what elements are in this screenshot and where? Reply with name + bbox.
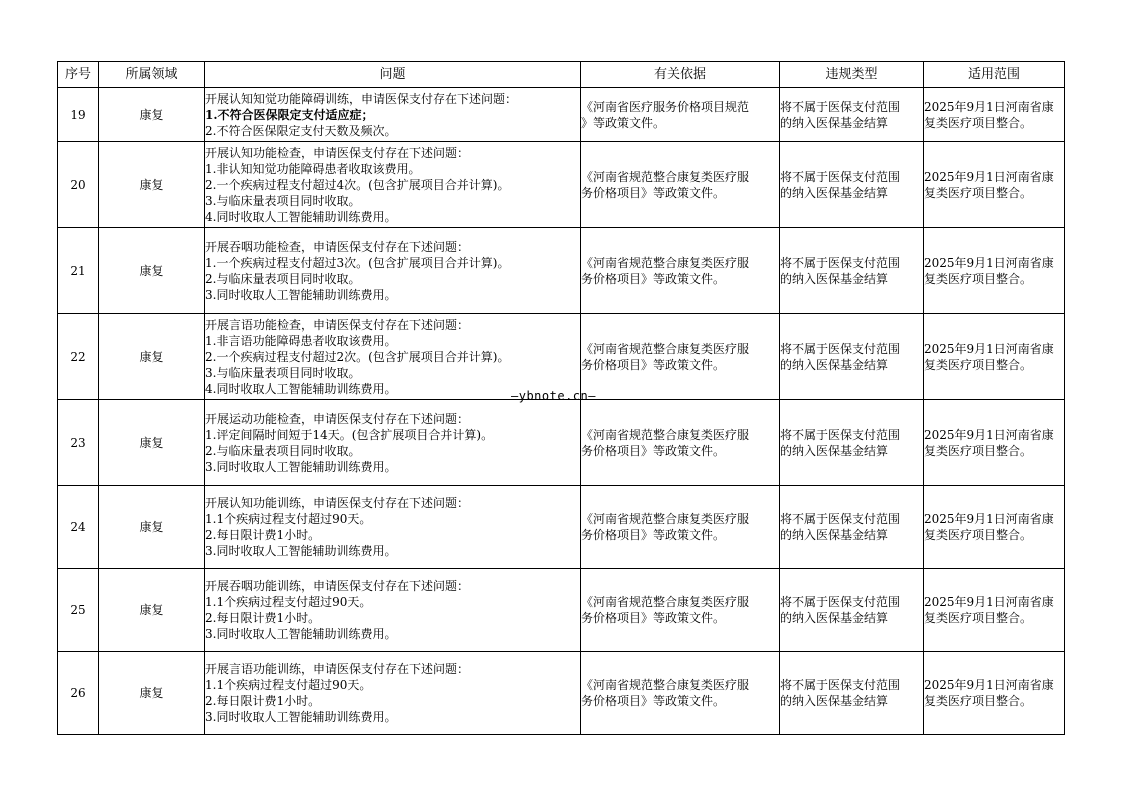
row-basis (581, 228, 780, 314)
basis-line: 《河南省规范整合康复类医疗服 (581, 341, 750, 356)
watermark-text: —ybnote.cn— (511, 389, 596, 403)
basis-line: 》等政策文件。 (581, 115, 666, 130)
row-scope (924, 228, 1065, 314)
issue-line: 1.评定间隔时间短于14天。(包含扩展项目合并计算)。 (205, 427, 494, 442)
row-scope (924, 652, 1065, 735)
row-issue (205, 652, 581, 735)
scope-line: 2025年9月1日河南省康 (924, 169, 1054, 184)
scope-line: 2025年9月1日河南省康 (924, 341, 1054, 356)
row-violation-type (780, 400, 924, 486)
row-violation-type (780, 142, 924, 228)
row-basis (581, 569, 780, 652)
row-domain: 康复 (99, 142, 205, 228)
header-scope: 适用范围 (924, 62, 1065, 88)
violation-type-line: 的纳入医保基金结算 (780, 115, 889, 130)
row-violation-type (780, 88, 924, 142)
basis-line: 务价格项目》等政策文件。 (581, 271, 726, 286)
violation-type-line: 的纳入医保基金结算 (780, 694, 889, 708)
row-issue (205, 486, 581, 569)
row-number: 25 (58, 569, 99, 652)
row-violation-type (780, 486, 924, 569)
issue-line: 1.1个疾病过程支付超过90天。 (205, 678, 372, 692)
row-basis (581, 314, 780, 400)
row-scope (924, 88, 1065, 142)
row-number: 20 (58, 142, 99, 228)
violation-type-line: 的纳入医保基金结算 (780, 611, 889, 625)
row-basis (581, 400, 780, 486)
violation-type-line: 的纳入医保基金结算 (780, 357, 889, 372)
scope-line: 复类医疗项目整合。 (924, 611, 1033, 625)
violation-type-line: 将不属于医保支付范围 (780, 678, 901, 692)
row-scope (924, 400, 1065, 486)
row-scope (924, 569, 1065, 652)
issue-line: 开展认知功能训练，申请医保支付存在下述问题： (205, 496, 470, 510)
issue-line: 2.不符合医保限定支付天数及频次。 (205, 123, 397, 138)
header-type: 违规类型 (780, 62, 924, 88)
issue-line: 4.同时收取人工智能辅助训练费用。 (205, 381, 397, 396)
scope-line: 2025年9月1日河南省康 (924, 595, 1054, 609)
header-basis: 有关依据 (581, 62, 780, 88)
issue-line: 3.同时收取人工智能辅助训练费用。 (205, 459, 397, 474)
issue-line: 1.不符合医保限定支付适应症； (205, 107, 374, 122)
row-issue (205, 88, 581, 142)
scope-line: 复类医疗项目整合。 (924, 694, 1033, 708)
row-issue (205, 314, 581, 400)
violation-type-line: 将不属于医保支付范围 (780, 427, 901, 442)
issue-line: 3.同时收取人工智能辅助训练费用。 (205, 287, 397, 302)
basis-line: 《河南省规范整合康复类医疗服 (581, 255, 750, 270)
violation-type-line: 将不属于医保支付范围 (780, 512, 901, 526)
table-row (58, 88, 1065, 142)
issue-line: 2.与临床量表项目同时收取。 (205, 271, 361, 286)
basis-line: 务价格项目》等政策文件。 (581, 611, 726, 625)
row-domain: 康复 (99, 486, 205, 569)
scope-line: 复类医疗项目整合。 (924, 443, 1033, 458)
table-row (58, 400, 1065, 486)
row-scope (924, 314, 1065, 400)
violation-type-line: 将不属于医保支付范围 (780, 169, 901, 184)
basis-line: 务价格项目》等政策文件。 (581, 443, 726, 458)
row-basis (581, 88, 780, 142)
violation-type-line: 的纳入医保基金结算 (780, 185, 889, 200)
row-number: 22 (58, 314, 99, 400)
scope-line: 复类医疗项目整合。 (924, 185, 1033, 200)
header-domain: 所属领域 (99, 62, 205, 88)
scope-line: 2025年9月1日河南省康 (924, 99, 1054, 114)
table-row (58, 314, 1065, 400)
basis-line: 务价格项目》等政策文件。 (581, 694, 726, 708)
header-no: 序号 (58, 62, 99, 88)
row-violation-type (780, 569, 924, 652)
issue-line: 3.与临床量表项目同时收取。 (205, 193, 361, 208)
row-basis (581, 486, 780, 569)
scope-line: 2025年9月1日河南省康 (924, 678, 1054, 692)
basis-line: 《河南省规范整合康复类医疗服 (581, 512, 750, 526)
issue-line: 2.每日限计费1小时。 (205, 694, 321, 708)
row-number: 26 (58, 652, 99, 735)
issue-line: 1.1个疾病过程支付超过90天。 (205, 512, 372, 526)
row-scope (924, 486, 1065, 569)
row-domain: 康复 (99, 569, 205, 652)
issue-line: 开展吞咽功能训练，申请医保支付存在下述问题： (205, 579, 470, 593)
issue-line: 1.非言语功能障碍患者收取该费用。 (205, 333, 397, 348)
issue-line: 3.同时收取人工智能辅助训练费用。 (205, 710, 397, 724)
issue-line: 开展认知知觉功能障碍训练，申请医保支付存在下述问题： (205, 91, 518, 106)
scope-line: 复类医疗项目整合。 (924, 115, 1033, 130)
table-row (58, 228, 1065, 314)
row-basis (581, 652, 780, 735)
row-violation-type (780, 652, 924, 735)
scope-line: 复类医疗项目整合。 (924, 528, 1033, 542)
issue-line: 4.同时收取人工智能辅助训练费用。 (205, 209, 397, 224)
row-violation-type (780, 314, 924, 400)
basis-line: 务价格项目》等政策文件。 (581, 357, 726, 372)
issue-line: 3.与临床量表项目同时收取。 (205, 365, 361, 380)
violation-type-line: 的纳入医保基金结算 (780, 271, 889, 286)
issue-line: 3.同时收取人工智能辅助训练费用。 (205, 627, 397, 641)
row-number: 19 (58, 88, 99, 142)
violation-type-line: 将不属于医保支付范围 (780, 341, 901, 356)
issue-line: 3.同时收取人工智能辅助训练费用。 (205, 544, 397, 558)
row-issue (205, 400, 581, 486)
header-row (58, 62, 1065, 88)
violation-type-line: 的纳入医保基金结算 (780, 443, 889, 458)
scope-line: 2025年9月1日河南省康 (924, 255, 1054, 270)
violation-type-line: 将不属于医保支付范围 (780, 255, 901, 270)
basis-line: 《河南省医疗服务价格项目规范 (581, 99, 750, 114)
basis-line: 《河南省规范整合康复类医疗服 (581, 169, 750, 184)
table-row (58, 569, 1065, 652)
scope-line: 复类医疗项目整合。 (924, 357, 1033, 372)
row-violation-type (780, 228, 924, 314)
row-basis (581, 142, 780, 228)
row-domain: 康复 (99, 88, 205, 142)
row-scope (924, 142, 1065, 228)
row-domain: 康复 (99, 652, 205, 735)
issue-line: 2.一个疾病过程支付超过4次。(包含扩展项目合并计算)。 (205, 177, 510, 192)
scope-line: 复类医疗项目整合。 (924, 271, 1033, 286)
row-domain: 康复 (99, 314, 205, 400)
row-number: 24 (58, 486, 99, 569)
issue-line: 开展认知功能检查，申请医保支付存在下述问题： (205, 145, 470, 160)
violation-type-line: 的纳入医保基金结算 (780, 528, 889, 542)
row-domain: 康复 (99, 400, 205, 486)
row-issue (205, 228, 581, 314)
scope-line: 2025年9月1日河南省康 (924, 427, 1054, 442)
issue-line: 1.非认知知觉功能障碍患者收取该费用。 (205, 161, 421, 176)
issue-line: 1.1个疾病过程支付超过90天。 (205, 595, 372, 609)
table-row (58, 486, 1065, 569)
row-issue (205, 569, 581, 652)
row-number: 21 (58, 228, 99, 314)
issue-line: 2.与临床量表项目同时收取。 (205, 443, 361, 458)
issue-line: 开展运动功能检查，申请医保支付存在下述问题： (205, 411, 470, 426)
row-domain: 康复 (99, 228, 205, 314)
violation-type-line: 将不属于医保支付范围 (780, 99, 901, 114)
basis-line: 务价格项目》等政策文件。 (581, 528, 726, 542)
basis-line: 《河南省规范整合康复类医疗服 (581, 427, 750, 442)
issue-line: 开展吞咽功能检查，申请医保支付存在下述问题： (205, 239, 470, 254)
violation-type-line: 将不属于医保支付范围 (780, 595, 901, 609)
header-issue: 问题 (205, 62, 581, 88)
basis-line: 《河南省规范整合康复类医疗服 (581, 595, 750, 609)
issue-line: 开展言语功能检查，申请医保支付存在下述问题： (205, 317, 470, 332)
issue-line: 2.每日限计费1小时。 (205, 611, 321, 625)
table-row (58, 142, 1065, 228)
basis-line: 务价格项目》等政策文件。 (581, 185, 726, 200)
issue-line: 2.一个疾病过程支付超过2次。(包含扩展项目合并计算)。 (205, 349, 510, 364)
issue-line: 开展言语功能训练，申请医保支付存在下述问题： (205, 662, 470, 676)
issue-line: 2.每日限计费1小时。 (205, 528, 321, 542)
scope-line: 2025年9月1日河南省康 (924, 512, 1054, 526)
table-row (58, 652, 1065, 735)
row-issue (205, 142, 581, 228)
basis-line: 《河南省规范整合康复类医疗服 (581, 678, 750, 692)
row-number: 23 (58, 400, 99, 486)
issue-line: 1.一个疾病过程支付超过3次。(包含扩展项目合并计算)。 (205, 255, 510, 270)
